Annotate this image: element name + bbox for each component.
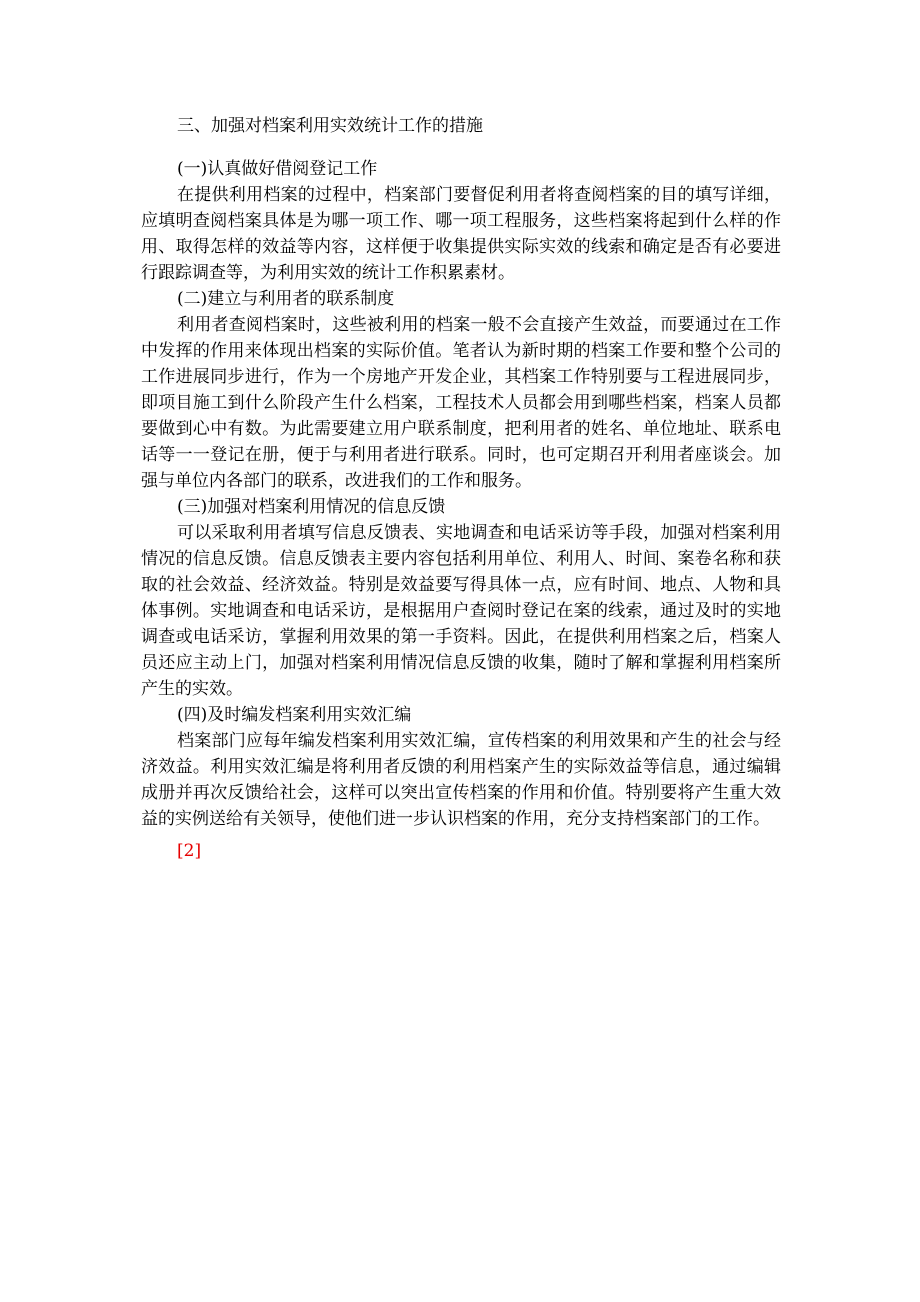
- reference-link[interactable]: [2]: [177, 841, 202, 861]
- subsection-paragraph: 档案部门应每年编发档案利用实效汇编，宣传档案的利用效果和产生的社会与经济效益。利用实效汇编是将利用者反馈的利用档案产生的实际效益等信息，通过编辑成册并再次反馈给社会，这样可以突出宣传档案的作用和价值。特别要将产生重大效益的实例送给有关领导，使他们进一步认识档案的作用，充分支持档案部门的工作。: [141, 731, 781, 829]
- subsection-3: [141, 494, 781, 702]
- subsection-paragraph: 利用者查阅档案时，这些被利用的档案一般不会直接产生效益，而要通过在工作中发挥的作用来体现出档案的实际价值。笔者认为新时期的档案工作要和整个公司的工作进展同步进行，作为一个房地产开发企业，其档案工作特别要与工程进展同步，即项目施工到什么阶段产生什么档案，工程技术人员都会用到哪些档案，档案人员都要做到心中有数。为此需要建立用户联系制度，把利用者的姓名、单位地址、联系电话等一一登记在册，便于与利用者进行联系。同时，也可定期召开利用者座谈会。加强与单位内各部门的联系，改进我们的工作和服务。: [141, 315, 781, 491]
- subsection-paragraph: 在提供利用档案的过程中，档案部门要督促利用者将查阅档案的目的填写详细，应填明查阅档案具体是为哪一项工作、哪一项工程服务，这些档案将起到什么样的作用、取得怎样的效益等内容，这样便于收集提供实际实效的线索和确定是否有必要进行跟踪调查等，为利用实效的统计工作积累素材。: [141, 185, 781, 283]
- subsection-1: [141, 156, 781, 286]
- subsection-heading: (三)加强对档案利用情况的信息反馈: [177, 497, 446, 517]
- subsection-2: [141, 286, 781, 494]
- section-title: 三、加强对档案利用实效统计工作的措施: [177, 116, 483, 136]
- subsection-heading: (二)建立与利用者的联系制度: [177, 289, 395, 309]
- document-body: [141, 156, 781, 864]
- subsection-4: [141, 702, 781, 832]
- subsection-heading: (一)认真做好借阅登记工作: [177, 159, 378, 179]
- subsection-paragraph: 可以采取利用者填写信息反馈表、实地调查和电话采访等手段，加强对档案利用情况的信息反馈。信息反馈表主要内容包括利用单位、利用人、时间、案卷名称和获取的社会效益、经济效益。特别是效益要写得具体一点，应有时间、地点、人物和具体事例。实地调查和电话采访，是根据用户查阅时登记在案的线索，通过及时的实地调查或电话采访，掌握利用效果的第一手资料。因此，在提供利用档案之后，档案人员还应主动上门，加强对档案利用情况信息反馈的收集，随时了解和掌握利用档案所产生的实效。: [141, 523, 781, 699]
- subsection-heading: (四)及时编发档案利用实效汇编: [177, 705, 412, 725]
